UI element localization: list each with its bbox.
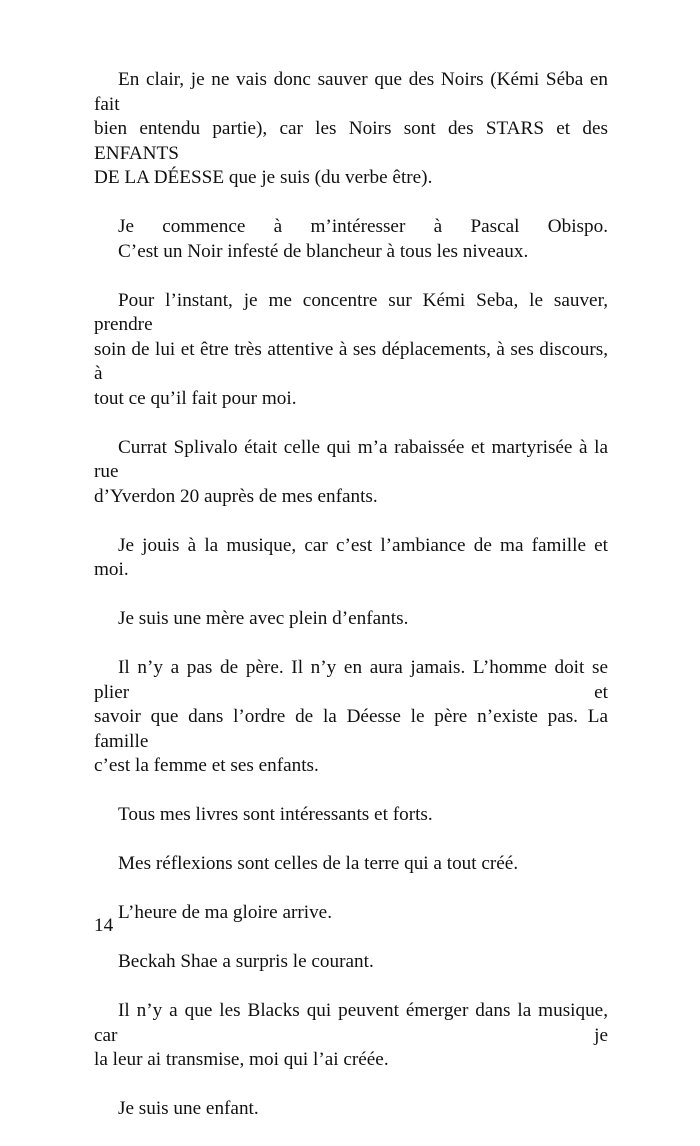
text-line: Je suis une mère avec plein d’enfants. (118, 608, 409, 629)
text-line: c’est la femme et ses enfants. (94, 755, 319, 776)
paragraph (94, 852, 608, 877)
text-line: L’heure de ma gloire arrive. (118, 902, 332, 923)
paragraph (94, 215, 608, 264)
paragraph (94, 656, 608, 779)
paragraph (94, 289, 608, 412)
paragraph (94, 999, 608, 1073)
text-line: Je jouis à la musique, car c’est l’ambiance de ma famille et moi. (94, 534, 608, 580)
text-line: Je suis une enfant. (118, 1098, 259, 1119)
text-line: C’est un Noir infesté de blancheur à tous les niveaux. (118, 240, 529, 262)
paragraph (94, 68, 608, 191)
text-line: savoir que dans l’ordre de la Déesse le père n’existe pas. La famille (94, 706, 608, 752)
text-line: tout ce qu’il fait pour moi. (94, 387, 297, 409)
text-line: la leur ai transmise, moi qui l’ai créée. (94, 1049, 389, 1070)
paragraph (94, 901, 608, 926)
paragraph (94, 607, 608, 632)
paragraph (94, 534, 608, 583)
paragraph (94, 1097, 608, 1122)
text-line: bien entendu partie), car les Noirs sont des STARS et des ENFANTS (94, 118, 608, 164)
text-line: Tous mes livres sont intéressants et forts. (118, 804, 433, 825)
paragraph (94, 436, 608, 510)
text-line: Je commence à m’intéresser à Pascal Obispo. (118, 216, 608, 237)
text-line: Mes réflexions sont celles de la terre qui a tout créé. (118, 853, 519, 874)
text-line: d’Yverdon 20 auprès de mes enfants. (94, 485, 378, 507)
page-number: 14 (94, 915, 114, 936)
page-body (94, 68, 608, 1146)
paragraph (94, 803, 608, 828)
text-line: En clair, je ne vais donc sauver que des Noirs (Kémi Séba en fait (94, 69, 608, 115)
text-line: Pour l’instant, je me concentre sur Kémi Seba, le sauver, prendre (94, 289, 608, 335)
text-line: Il n’y a pas de père. Il n’y en aura jamais. L’homme doit se plier et (94, 657, 608, 703)
text-line: Il n’y a que les Blacks qui peuvent émerger dans la musique, car je (94, 1000, 608, 1046)
text-line: Currat Splivalo était celle qui m’a rabaissée et martyrisée à la rue (94, 436, 608, 482)
text-line: DE LA DÉESSE que je suis (du verbe être). (94, 167, 433, 188)
paragraph (94, 950, 608, 975)
text-line: Beckah Shae a surpris le courant. (118, 951, 374, 972)
text-line: soin de lui et être très attentive à ses déplacements, à ses discours, à (94, 338, 608, 384)
